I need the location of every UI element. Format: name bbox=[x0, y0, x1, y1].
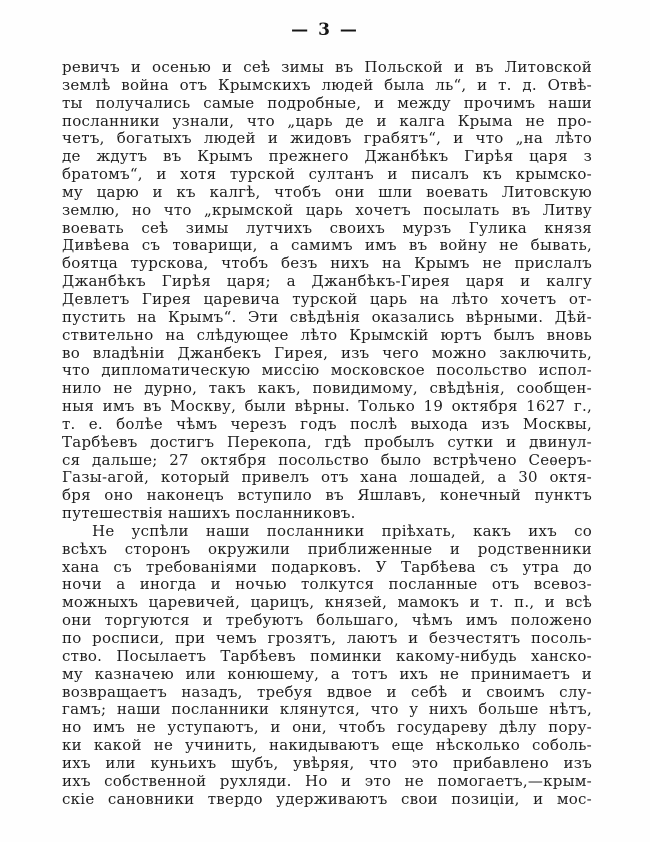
text-line: ихъ или куньихъ шубъ, увѣряя, что это прибавлено изъ bbox=[62, 754, 592, 772]
text-line: они торгуются и требуютъ большаго, чѣмъ имъ положено bbox=[62, 612, 592, 630]
text-line: можныхъ царевичей, царицъ, князей, мамокъ и т. п., и всѣ bbox=[62, 594, 592, 612]
text-line: де ждутъ въ Крымъ прежнего Джанбѣкъ Гирѣя царя з bbox=[62, 148, 592, 166]
text-line: братомъ“, и хотя турской султанъ и писалъ къ крымско- bbox=[62, 166, 592, 184]
text-line: Дивѣева съ товарищи, а самимъ имъ въ войну не бывать, bbox=[62, 237, 592, 255]
text-line: ство. Посылаетъ Тарбѣевъ поминки какому-нибудь ханско- bbox=[62, 647, 592, 665]
text-line: му казначею или конюшему, а тотъ ихъ не принимаетъ и bbox=[62, 665, 592, 683]
text-line: ночи а иногда и ночью толкутся посланные отъ всевоз- bbox=[62, 576, 592, 594]
text-line: посланники узнали, что „царь де и калга Крыма не про- bbox=[62, 112, 592, 130]
text-line: ты получались самые подробные, и между прочимъ наши bbox=[62, 94, 592, 112]
text-line: пустить на Крымъ“. Эти свѣдѣнія оказались вѣрными. Дѣй- bbox=[62, 308, 592, 326]
text-line: воевать сеѣ зимы лутчихъ своихъ мурзъ Гулика князя bbox=[62, 219, 592, 237]
text-line: Девлетъ Гирея царевича турской царь на лѣто хочетъ от- bbox=[62, 290, 592, 308]
text-line: по росписи, при чемъ грозятъ, лаютъ и безчестятъ посоль- bbox=[62, 630, 592, 647]
text-line: землѣ война отъ Крымскихъ людей была ль“, и т. д. Отвѣ- bbox=[62, 76, 592, 94]
text-line: т. е. болѣе чѣмъ черезъ годъ послѣ выхода изъ Москвы, bbox=[62, 415, 592, 433]
text-line: Газы-агой, который привелъ отъ хана лошадей, а 30 октя- bbox=[62, 469, 592, 487]
text-block bbox=[62, 59, 592, 808]
text-line: что дипломатическую миссію московское посольство испол- bbox=[62, 362, 592, 380]
text-line: возвращаетъ назадъ, требуя вдвое и себѣ и своимъ слу- bbox=[62, 683, 592, 701]
text-line: во владѣніи Джанбекъ Гирея, изъ чего можно заключить, bbox=[62, 344, 592, 362]
paragraph-2 bbox=[62, 523, 592, 809]
text-line: ствительно на слѣдующее лѣто Крымскій юртъ былъ вновь bbox=[62, 326, 592, 344]
text-line: но имъ не уступаютъ, и они, чтобъ государеву дѣлу пору- bbox=[62, 719, 592, 737]
text-line: нило не дурно, такъ какъ, повидимому, свѣдѣнія, сообщен- bbox=[62, 380, 592, 398]
text-line: всѣхъ сторонъ окружили приближенные и родственники bbox=[62, 540, 592, 558]
text-line: ся дальше; 27 октября посольство было встрѣчено Сеѳеръ- bbox=[62, 451, 592, 469]
text-line: Джанбѣкъ Гирѣя царя; а Джанбѣкъ-Гирея царя и калгу bbox=[62, 273, 592, 291]
text-line: боятца турскова, чтобъ безъ нихъ на Крымъ не прислалъ bbox=[62, 255, 592, 273]
text-line: скіе сановники твердо удерживаютъ свои позиціи, и мос- bbox=[62, 790, 592, 808]
page-number: — 3 — bbox=[291, 20, 359, 40]
text-line: ки какой не учинить, накидываютъ еще нѣсколько соболь- bbox=[62, 737, 592, 755]
text-line: гамъ; наши посланники клянутся, что у нихъ больше нѣтъ, bbox=[62, 701, 592, 719]
text-line: ныя имъ въ Москву, были вѣрны. Только 19 октября 1627 г., bbox=[62, 398, 592, 416]
text-line: путешествія нашихъ посланниковъ. bbox=[62, 505, 356, 523]
text-line: четъ, богатыхъ людей и жидовъ грабятъ“, и что „на лѣто bbox=[62, 130, 592, 148]
text-line: ихъ собственной рухляди. Но и это не помогаетъ,—крым- bbox=[62, 772, 592, 790]
text-line: бря оно наконецъ вступило въ Яшлавъ, конечный пунктъ bbox=[62, 487, 592, 505]
text-line: землю, но что „крымской царь хочетъ посылать въ Литву bbox=[62, 201, 592, 219]
text-line: ревичъ и осенью и сеѣ зимы въ Польской и въ Литовской bbox=[62, 59, 592, 76]
text-line: му царю и къ калгѣ, чтобъ они шли воевать Литовскую bbox=[62, 183, 592, 201]
text-line: хана съ требованіями подарковъ. У Тарбѣева съ утра до bbox=[62, 558, 592, 576]
text-line: Тарбѣевъ достигъ Перекопа, гдѣ пробылъ сутки и двинул- bbox=[62, 433, 592, 451]
text-line: Не успѣли наши посланники пріѣхать, какъ ихъ со bbox=[92, 522, 592, 540]
paragraph-1 bbox=[62, 59, 592, 523]
